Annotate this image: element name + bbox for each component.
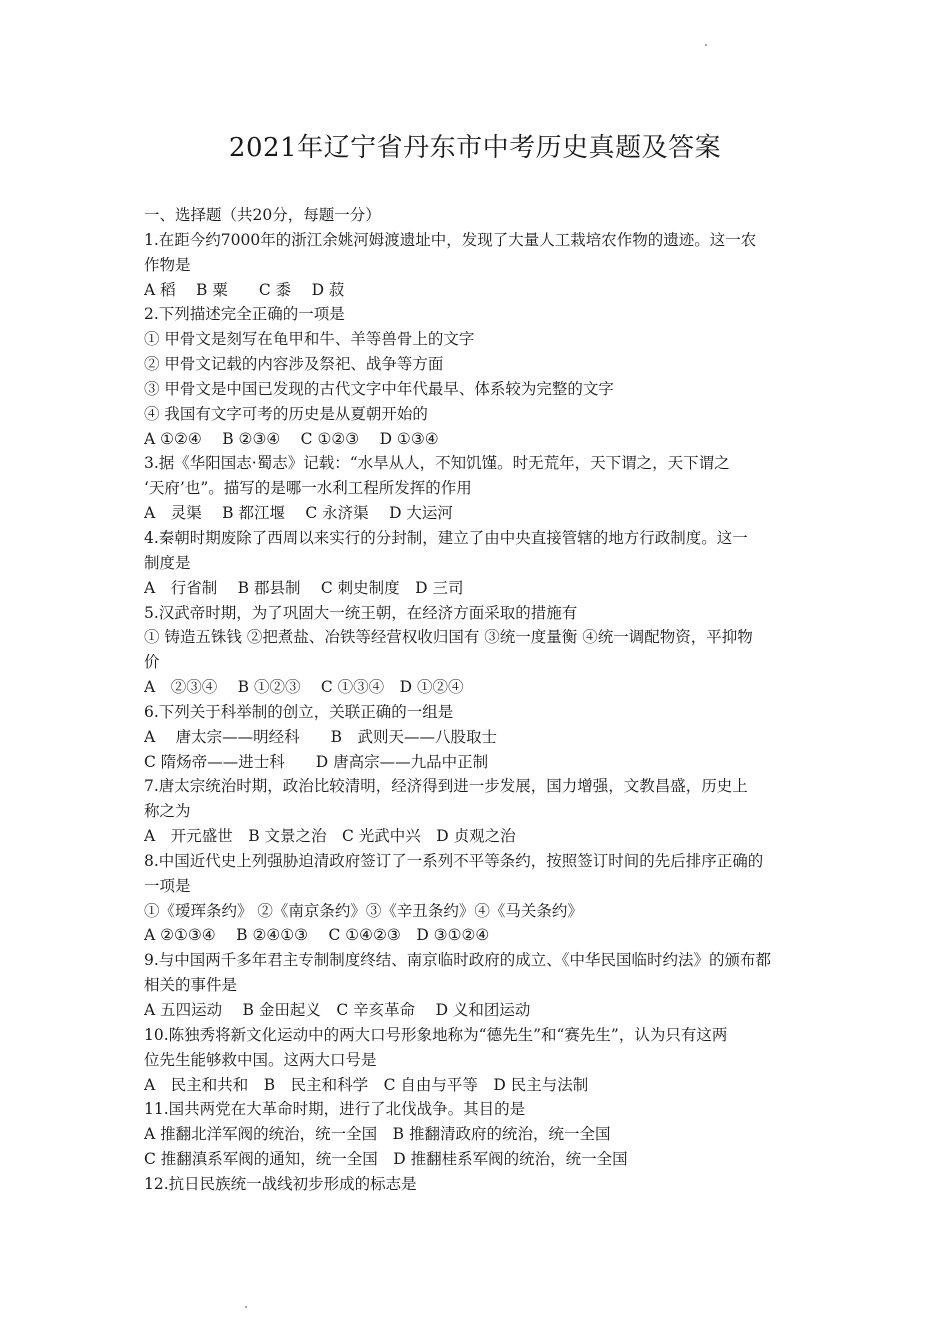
text-line: A 开元盛世 B 文景之治 C 光武中兴 D 贞观之治 (144, 827, 516, 846)
document-body (144, 203, 814, 1197)
text-line: A 稻 B 粟 C 黍 D 菽 (144, 280, 345, 299)
text-line: 2.下列描述完全正确的一项是 (144, 305, 345, 324)
text-line: 10.陈独秀将新文化运动中的两大口号形象地称为“德先生”和“赛先生”，认为只有这两 (144, 1025, 728, 1044)
text-line: 一、选择题（共20分，每题一分） (144, 206, 381, 224)
text-line: 称之为 (144, 802, 191, 821)
text-line: C 推翻滇系军阀的通知，统一全国 D 推翻桂系军阀的统治，统一全国 (144, 1150, 628, 1169)
text-line: 7.唐太宗统治时期，政治比较清明，经济得到进一步发展，国力增强，文教昌盛，历史上 (144, 777, 748, 796)
text-line: 3.据《华阳国志·蜀志》记载：“水旱从人，不知饥馑。时无荒年，天下谓之，天下谓之 (144, 454, 730, 473)
text-line: 1.在距今约7000年的浙江余姚河姆渡遗址中，发现了大量人工栽培农作物的遗迹。这一农 (144, 230, 757, 249)
text-line: ② 甲骨文记载的内容涉及祭祀、战争等方面 (144, 355, 444, 374)
text-line: A ②①③④ B ②④①③ C ①④②③ D ③①②④ (144, 926, 490, 945)
text-line: 5.汉武帝时期，为了巩固大一统王朝，在经济方面采取的措施有 (144, 603, 578, 622)
text-line: 4.秦朝时期废除了西周以来实行的分封制，建立了由中央直接管辖的地方行政制度。这一 (144, 528, 748, 547)
text-line: C 隋炀帝——进士科 D 唐高宗——九品中正制 (144, 752, 489, 771)
text-line: 作物是 (144, 255, 191, 274)
text-line: 位先生能够救中国。这两大口号是 (144, 1050, 377, 1069)
text-line: A ②③④ B ①②③ C ①③④ D ①②④ (144, 678, 464, 697)
text-line: 制度是 (144, 553, 191, 572)
text-line: A 唐太宗——明经科 B 武则天——八股取士 (144, 727, 498, 746)
text-line: 9.与中国两千多年君主专制制度终结、南京临时政府的成立、《中华民国临时约法》的颁布都 (144, 951, 772, 970)
scan-speck (705, 44, 707, 46)
text-line: 相关的事件是 (144, 976, 238, 995)
text-line: A ①②④ B ②③④ C ①②③ D ①③④ (144, 429, 439, 448)
text-line: 12.抗日民族统一战线初步形成的标志是 (144, 1174, 417, 1193)
text-line: 价 (144, 653, 160, 672)
scan-speck (245, 1306, 247, 1308)
text-line: ①《瑷珲条约》 ②《南京条约》③《辛丑条约》④《马关条约》 (144, 901, 583, 920)
text-line: 6.下列关于科举制的创立，关联正确的一组是 (144, 702, 454, 721)
text-line: ① 甲骨文是刻写在龟甲和牛、羊等兽骨上的文字 (144, 330, 475, 349)
text-line: A 民主和共和 B 民主和科学 C 自由与平等 D 民主与法制 (144, 1075, 589, 1094)
text-line: 8.中国近代史上列强胁迫清政府签订了一系列不平等条约，按照签订时间的先后排序正确的 (144, 851, 764, 870)
text-line: ‘天府’也”。描写的是哪一水利工程所发挥的作用 (144, 479, 472, 498)
text-line: A 推翻北洋军阀的统治，统一全国 B 推翻清政府的统治，统一全国 (144, 1125, 611, 1144)
text-line: 一项是 (144, 876, 191, 895)
text-line: ④ 我国有文字可考的历史是从夏朝开始的 (144, 404, 428, 423)
text-line: A 灵渠 B 都江堰 C 永济渠 D 大运河 (144, 504, 453, 523)
text-line: ① 铸造五铢钱 ②把煮盐、冶铁等经营权收归国有 ③统一度量衡 ④统一调配物资，平抑物 (144, 628, 753, 647)
text-line: ③ 甲骨文是中国已发现的古代文字中年代最早、体系较为完整的文字 (144, 379, 614, 398)
text-line: A 行省制 B 郡县制 C 刺史制度 D 三司 (144, 578, 464, 597)
text-line: A 五四运动 B 金田起义 C 辛亥革命 D 义和团运动 (144, 1001, 531, 1019)
document-title: 2021年辽宁省丹东市中考历史真题及答案 (228, 133, 722, 163)
text-line: 11.国共两党在大革命时期，进行了北伐战争。其目的是 (144, 1100, 526, 1119)
